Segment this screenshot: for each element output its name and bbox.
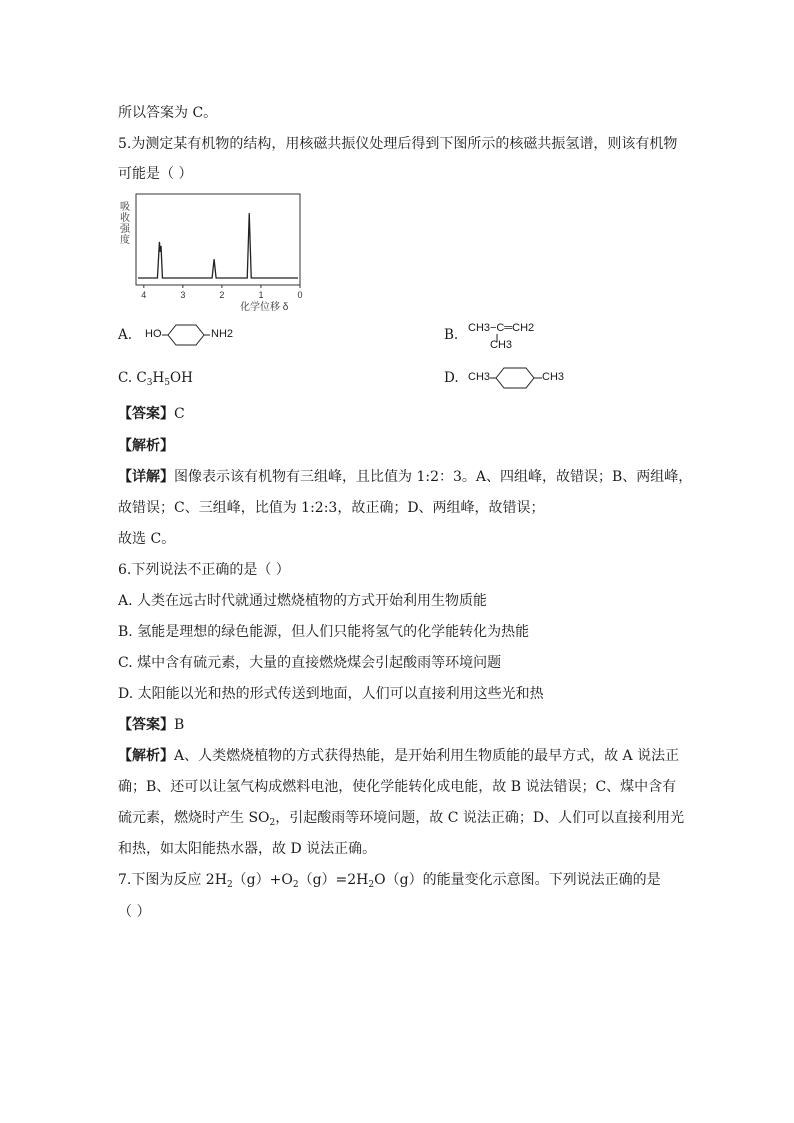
q5-option-b-line2: CH3 bbox=[490, 339, 513, 351]
analysis-label: 【解析】 bbox=[118, 748, 174, 764]
y-axis-label bbox=[120, 201, 131, 246]
q5-option-c-sub1: 3 bbox=[146, 378, 153, 388]
q5-option-c-h: H bbox=[152, 370, 165, 386]
x-tick-label: 1 bbox=[258, 290, 264, 300]
subscript: 2 bbox=[292, 880, 299, 890]
q7-stem-line1 bbox=[118, 870, 661, 890]
q5-option-c-sub2: 5 bbox=[164, 378, 171, 388]
q5-option-c bbox=[118, 368, 193, 388]
benzene-ring-icon bbox=[490, 365, 542, 391]
answer-label: 【答案】 bbox=[118, 406, 174, 422]
q6-analysis-line2: 确；B、还可以让氢气构成燃料电池，使化学能转化成电能，故 B 说法错误；C、煤中含有 bbox=[118, 779, 677, 795]
answer-label: 【答案】 bbox=[118, 717, 174, 733]
q6-analysis-line4: 和热，如太阳能热水器，故 D 说法正确。 bbox=[118, 841, 377, 857]
x-tick-label: 0 bbox=[297, 290, 303, 300]
stem-text: （g）+O bbox=[232, 872, 293, 888]
spectrum-trace bbox=[138, 213, 298, 278]
q5-conclusion: 故选 C。 bbox=[118, 531, 176, 547]
q5-option-d-right-group: CH3 bbox=[542, 371, 565, 383]
q5-detail-line1 bbox=[118, 467, 692, 487]
subscript: 2 bbox=[368, 880, 375, 890]
detail-label: 【详解】 bbox=[118, 469, 174, 485]
y-axis-label-char: 吸 bbox=[120, 202, 130, 213]
q5-option-a-right-group: NH2 bbox=[211, 328, 234, 340]
y-axis-label-char: 收 bbox=[120, 213, 130, 224]
analysis-text: 硫元素，燃烧时产生 SO bbox=[118, 810, 270, 826]
q5-analysis-label: 【解析】 bbox=[118, 438, 174, 454]
q7-stem-line2: （ ） bbox=[118, 904, 151, 920]
answer-value: B bbox=[174, 717, 185, 733]
q6-option-a: A. 人类在远古时代就通过燃烧植物的方式开始利用生物质能 bbox=[118, 593, 488, 609]
subscript: 2 bbox=[269, 818, 276, 828]
q5-option-b-line1: CH3−C═CH2 bbox=[468, 322, 535, 334]
stem-text: （g）=2H bbox=[298, 872, 369, 888]
q6-option-b: B. 氢能是理想的绿色能源，但人们只能将氢气的化学能转化为热能 bbox=[118, 624, 530, 640]
y-axis-label-char: 强 bbox=[120, 224, 130, 235]
q6-analysis-line3 bbox=[118, 808, 684, 828]
analysis-text: A、人类燃烧植物的方式获得热能，是开始利用生物质能的最早方式，故 A 说法正 bbox=[174, 748, 680, 764]
subscript: 2 bbox=[226, 880, 233, 890]
q5-option-c-end: OH bbox=[170, 370, 193, 386]
y-axis-label-char: 度 bbox=[120, 235, 130, 246]
q6-analysis-line1 bbox=[118, 746, 679, 766]
q5-stem-line1: 5.为测定某有机物的结构，用核磁共振仪处理后得到下图所示的核磁共振氢谱，则该有机物 bbox=[118, 136, 678, 152]
q5-detail-line2: 故错误；C、三组峰，比值为 1:2:3，故正确；D、两组峰，故错误； bbox=[118, 500, 545, 516]
q6-option-c: C. 煤中含有硫元素，大量的直接燃烧煤会引起酸雨等环境问题 bbox=[118, 655, 502, 671]
q4-conclusion: 所以答案为 C。 bbox=[118, 105, 218, 121]
x-tick-label: 2 bbox=[219, 290, 225, 300]
x-axis-ticks bbox=[136, 285, 303, 300]
q5-answer bbox=[118, 404, 185, 424]
x-tick-label: 3 bbox=[180, 290, 186, 300]
stem-text: O（g）的能量变化示意图。下列说法正确的是 bbox=[374, 872, 661, 888]
q6-answer bbox=[118, 715, 184, 735]
q5-option-a-label: A. bbox=[118, 327, 133, 343]
plot-frame bbox=[136, 194, 300, 285]
stem-text: 7.下图为反应 2H bbox=[118, 872, 227, 888]
q5-option-a-left-group: HO bbox=[145, 328, 162, 340]
q6-option-d: D. 太阳能以光和热的形式传送到地面，人们可以直接利用这些光和热 bbox=[118, 686, 544, 702]
x-tick-label: 4 bbox=[141, 290, 147, 300]
analysis-text: ，引起酸雨等环境问题，故 C 说法正确；D、人们可以直接利用光 bbox=[275, 810, 685, 826]
q5-stem-line2: 可能是（ ） bbox=[118, 166, 193, 182]
nmr-spectrum-chart bbox=[116, 190, 312, 315]
detail-text: 图像表示该有机物有三组峰，且比值为 1:2：3。A、四组峰，故错误；B、两组峰， bbox=[174, 469, 693, 485]
q5-option-d-label: D. bbox=[444, 370, 459, 386]
q5-option-d-left-group: CH3 bbox=[468, 371, 491, 383]
q5-option-b-label: B. bbox=[444, 327, 459, 343]
answer-value: C bbox=[174, 406, 185, 422]
q6-stem: 6.下列说法不正确的是（ ） bbox=[118, 562, 290, 578]
benzene-ring-icon bbox=[162, 322, 212, 348]
q5-option-c-label: C. C bbox=[118, 370, 147, 386]
x-axis-label: 化学位移 δ bbox=[240, 302, 289, 313]
